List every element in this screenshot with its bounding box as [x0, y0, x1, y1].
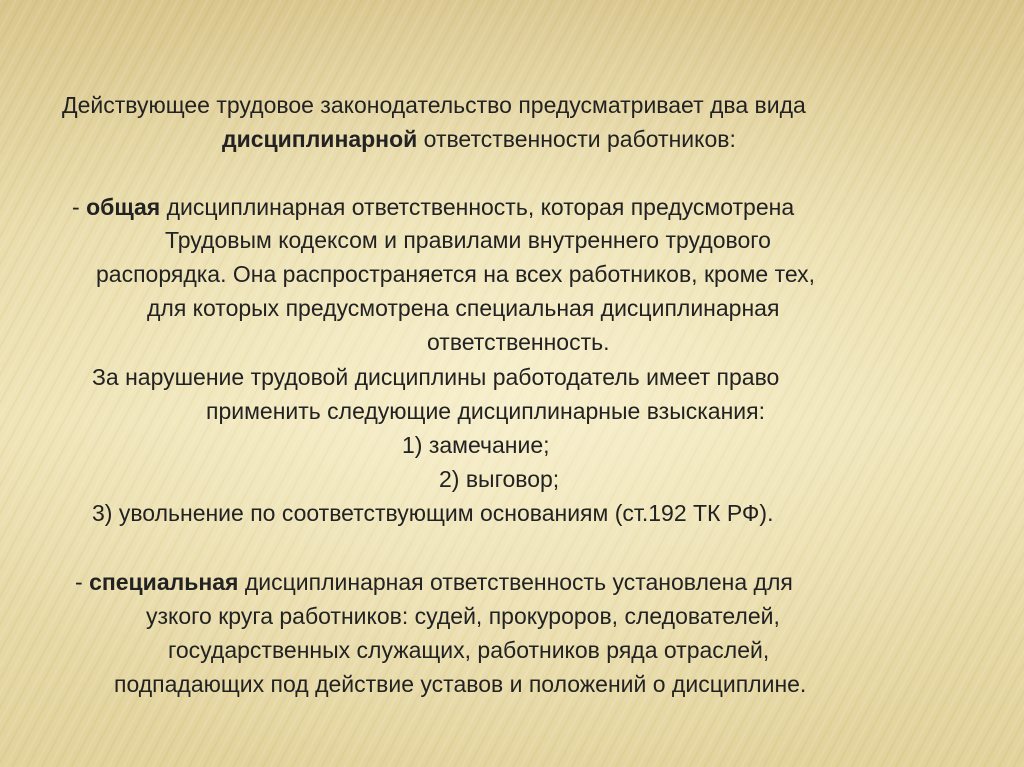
intro-bold-term: дисциплинарной [222, 126, 418, 152]
penalty-item-1: 1) замечание; [402, 432, 550, 458]
general-dash: - [72, 194, 87, 220]
general-line-1 [72, 192, 794, 222]
intro-line-2-text: ответственности работников: [417, 126, 736, 152]
general-line-2: Трудовым кодексом и правилами внутреннего трудового [165, 227, 771, 253]
general-bold-term: общая [86, 194, 161, 220]
special-line-1 [75, 567, 793, 597]
general-line-4: для которых предусмотрена специальная дисциплинарная [147, 295, 780, 321]
general-line-5: ответственность. [427, 329, 610, 355]
special-bold-term: специальная [89, 569, 239, 595]
intro-line-1: Действующее трудовое законодательство предусматривает два вида [62, 92, 806, 118]
penalty-item-2: 2) выговор; [439, 466, 560, 492]
special-line-4: подпадающих под действие уставов и положений о дисциплине. [114, 671, 807, 697]
special-line-3: государственных служащих, работников ряда отраслей, [168, 637, 770, 663]
intro-line-2 [222, 124, 736, 154]
general-line-3: распорядка. Она распространяется на всех работников, кроме тех, [96, 261, 816, 287]
penalty-item-3: 3) увольнение по соответствующим основаниям (ст.192 ТК РФ). [92, 500, 774, 526]
special-line-1-text: дисциплинарная ответственность установлена для [238, 569, 793, 595]
general-line-1-text: дисциплинарная ответственность, которая предусмотрена [160, 194, 795, 220]
special-dash: - [75, 569, 90, 595]
violation-line-2: применить следующие дисциплинарные взыскания: [206, 398, 765, 424]
violation-line-1: За нарушение трудовой дисциплины работодатель имеет право [92, 364, 780, 390]
special-line-2: узкого круга работников: судей, прокуроров, следователей, [146, 603, 780, 629]
